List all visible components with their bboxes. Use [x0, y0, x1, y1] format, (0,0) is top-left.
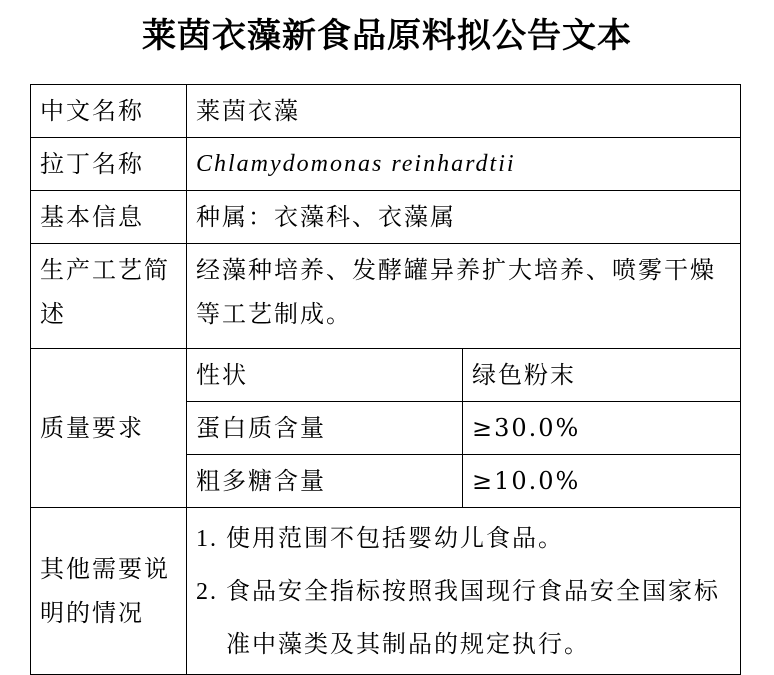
note-text: 食品安全指标按照我国现行食品安全国家标准中藻类及其制品的规定执行。 [226, 577, 720, 658]
note-item [196, 565, 732, 670]
quality-item: 蛋白质含量 [187, 402, 463, 455]
quality-value: 绿色粉末 [463, 349, 741, 402]
process-label: 生产工艺简述 [31, 244, 187, 349]
note-number: 2. [196, 579, 218, 605]
quality-value: ≥30.0% [463, 402, 741, 455]
row-quality-1 [31, 349, 741, 402]
row-basic-info [31, 191, 741, 244]
quality-item: 性状 [187, 349, 463, 402]
process-value: 经藻种培养、发酵罐异养扩大培养、喷雾干燥等工艺制成。 [187, 244, 741, 349]
row-other [31, 508, 741, 675]
quality-item: 粗多糖含量 [187, 455, 463, 508]
latin-name-label: 拉丁名称 [31, 138, 187, 191]
row-process [31, 244, 741, 349]
basic-info-label: 基本信息 [31, 191, 187, 244]
chinese-name-value: 莱茵衣藻 [187, 85, 741, 138]
note-item [196, 512, 732, 565]
other-notes-cell [187, 508, 741, 675]
row-latin-name [31, 138, 741, 191]
announcement-table [30, 84, 741, 675]
note-number: 1. [196, 526, 218, 552]
quality-label: 质量要求 [31, 349, 187, 508]
note-text: 使用范围不包括婴幼儿食品。 [226, 524, 564, 552]
quality-value: ≥10.0% [463, 455, 741, 508]
other-label: 其他需要说明的情况 [31, 508, 187, 675]
chinese-name-label: 中文名称 [31, 85, 187, 138]
notes-list [196, 512, 732, 670]
document-title: 莱茵衣藻新食品原料拟公告文本 [142, 16, 632, 56]
latin-name-value: Chlamydomonas reinhardtii [187, 138, 741, 191]
row-chinese-name [31, 85, 741, 138]
basic-info-value: 种属：衣藻科、衣藻属 [187, 191, 741, 244]
